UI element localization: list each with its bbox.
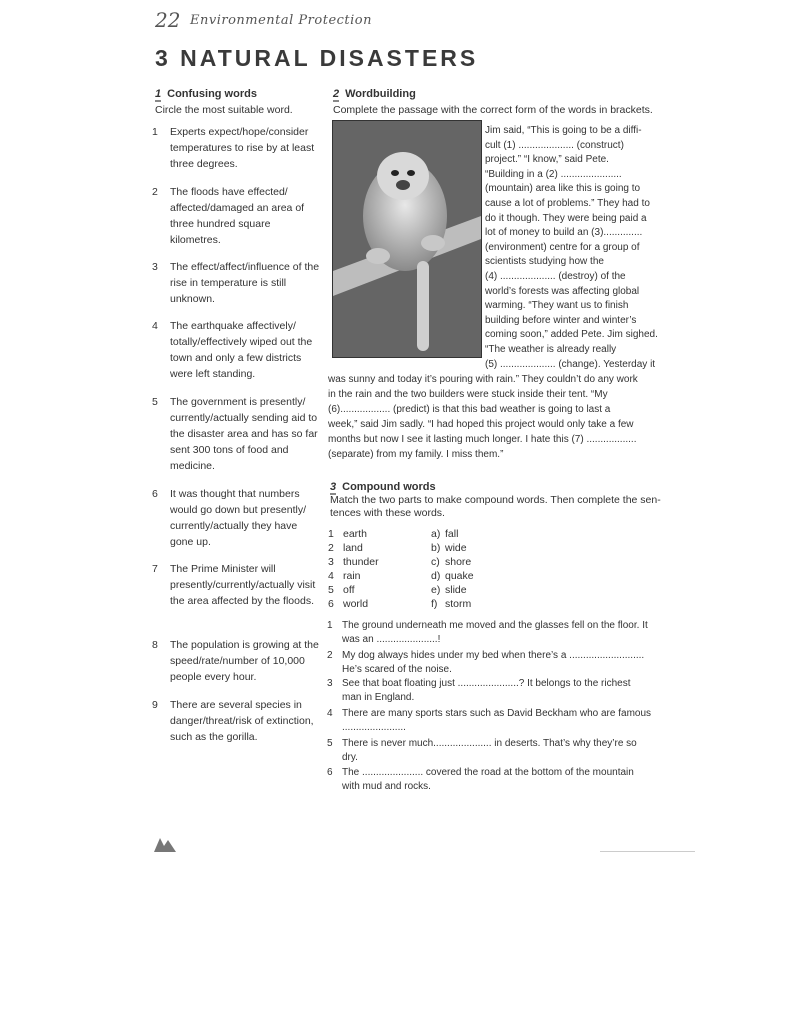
passage-line: lot of money to build an (3).............. [485,227,643,239]
match-right-word: quake [445,570,474,582]
passage-line: week,” said Jim sadly. “I had hoped this project would only take a few [328,419,634,430]
item-text: The Prime Minister will presently/currently/actually visit the area affected by the floods. [170,563,316,607]
item-text: The floods have effected/ affected/damaged an area of three hundred square kilometres. [170,186,305,246]
item-text: Experts expect/hope/consider temperatures to rise by at least three degrees. [170,126,315,170]
passage-line: (6).................. (predict) is that this bad weather is going to last a [328,404,611,415]
match-left-number: 6 [328,598,334,610]
exercise-item [152,184,312,254]
section-3-instruction-line-1: Match the two parts to make compound words. Then complete the sen- [330,494,661,506]
section-1-heading [155,88,257,102]
sentence-number: 1 [327,620,333,631]
item-text: The effect/affect/influence of the rise in temperature is still unknown. [170,261,320,305]
match-right-word: storm [445,598,472,610]
passage-line: warming. “They want us to finish [485,300,629,312]
match-left-number: 3 [328,556,334,568]
match-left-word: earth [343,528,367,540]
item-number: 3 [152,261,158,273]
section-3-heading [330,481,436,495]
section-3-instruction-line-2: tences with these words. [330,507,445,519]
match-right-word: slide [445,584,467,596]
sentence-line: with mud and rocks. [342,781,431,792]
passage-line: coming soon,” added Pete. Jim sighed. [485,329,658,341]
match-left-number: 4 [328,570,334,582]
item-text: The government is presently/ currently/actually sending aid to the disaster area and has so far sent 300 tons of food and medicine. [170,396,318,472]
passage-line: months but now I see it lasting much longer. I hate this (7) .................. [328,434,637,445]
match-left-word: off [343,584,355,596]
sentence-number: 3 [327,678,333,689]
match-left-word: land [343,542,363,554]
section-1-title: Confusing words [167,88,257,100]
sentence-line: My dog always hides under my bed when there’s a ........................... [342,650,645,661]
passage-line: Jim said, “This is going to be a diffi- [485,125,642,136]
match-left-number: 1 [328,528,334,540]
exercise-item [152,318,312,388]
sentence-line: dry. [342,752,358,763]
match-right-letter: e) [431,584,441,596]
match-left-number: 5 [328,584,334,596]
match-right-word: wide [445,542,467,554]
passage-line: (mountain) area like this is going to [485,183,641,195]
match-right-letter: f) [431,598,438,610]
monkey-photo [332,120,482,358]
match-right-letter: a) [431,528,441,540]
section-1-number: 1 [155,88,162,100]
match-left-word: thunder [343,556,379,568]
sentence-line: There is never much..................... in deserts. That’s why they’re so [342,738,637,749]
passage-line: cause a lot of problems.” They had to [485,198,650,209]
sentence-line: He’s scared of the noise. [342,664,452,675]
sentence-line: The ...................... covered the road at the bottom of the mountain [342,767,634,778]
match-right-letter: d) [431,570,441,582]
book-title: Environmental Protection [190,13,373,28]
logo-icon [152,834,178,854]
exercise-item [152,486,312,556]
item-text: The earthquake affectively/ totally/effectively wiped out the town and only a few districts were left standing. [170,320,313,380]
sentence-line: ....................... [342,722,406,733]
passage-line: (5) .................... (change). Yesterday it [485,358,656,370]
passage-line: building before winter and winter’s [485,314,637,326]
section-3-number: 3 [330,481,337,493]
section-1-instruction: Circle the most suitable word. [155,104,293,116]
match-left-word: world [343,598,369,610]
sentence-line: The ground underneath me moved and the glasses fell on the floor. It [342,620,648,631]
publisher-logo [152,834,178,854]
passage-line: (environment) centre for a group of [485,241,640,253]
item-number: 4 [152,320,158,332]
item-number: 7 [152,563,158,575]
passage-line: “Building in a (2) ...................... [485,168,622,180]
passage-line: (4) .................... (destroy) of the [485,271,626,282]
passage-line: was sunny and today it’s pouring with rain.” They couldn’t do any work [328,374,638,385]
match-left-word: rain [343,570,361,582]
passage-line: project.” “I know,” said Pete. [485,154,609,166]
footer-mark [600,850,695,856]
item-number: 6 [152,488,158,500]
section-3-title: Compound words [342,481,436,493]
section-2-number: 2 [333,88,340,100]
section-2-instruction: Complete the passage with the correct form of the words in brackets. [333,104,653,116]
passage-line: do it though. They were being paid a [485,212,647,224]
match-right-word: shore [445,556,472,568]
sentence-number: 2 [327,650,333,661]
sentence-line: was an ......................! [342,634,441,645]
page-number: 22 [155,8,181,32]
passage-line: scientists studying how the [485,256,604,268]
item-text: It was thought that numbers would go down but presently/ currently/actually they have gone up. [170,488,307,548]
sentence-line: There are many sports stars such as David Beckham who are famous [342,708,652,719]
match-left-number: 2 [328,542,334,554]
item-text: There are several species in danger/threat/risk of extinction, such as the gorilla. [170,699,314,743]
item-number: 1 [152,126,158,138]
item-number: 2 [152,186,158,198]
sentence-number: 5 [327,738,333,749]
exercise-item [152,561,316,631]
item-text: The population is growing at the speed/rate/number of 10,000 people every hour. [170,639,319,683]
exercise-item [152,697,312,767]
exercise-item [152,394,318,472]
unit-title: 3 NATURAL DISASTERS [155,45,479,71]
monkey-icon [333,121,481,357]
item-number: 8 [152,639,158,651]
sentence-number: 6 [327,767,333,778]
item-number: 9 [152,699,158,711]
item-number: 5 [152,396,158,408]
passage-line: (separate) from my family. I miss them.” [328,449,504,460]
passage-line: “The weather is already really [485,344,617,355]
section-2-heading [333,88,416,102]
passage-line: world’s forests was affecting global [485,285,640,297]
match-right-letter: c) [431,556,440,568]
sentence-number: 4 [327,708,333,719]
passage-line: in the rain and the two builders were stuck inside their tent. “My [328,389,608,400]
sentence-line: See that boat floating just ......................? It belongs to the richest [342,678,631,689]
match-right-letter: b) [431,542,441,554]
passage-line: cult (1) .................... (construct) [485,139,624,151]
sentence-line: man in England. [342,692,415,703]
match-right-word: fall [445,528,459,540]
section-2-title: Wordbuilding [345,88,416,100]
